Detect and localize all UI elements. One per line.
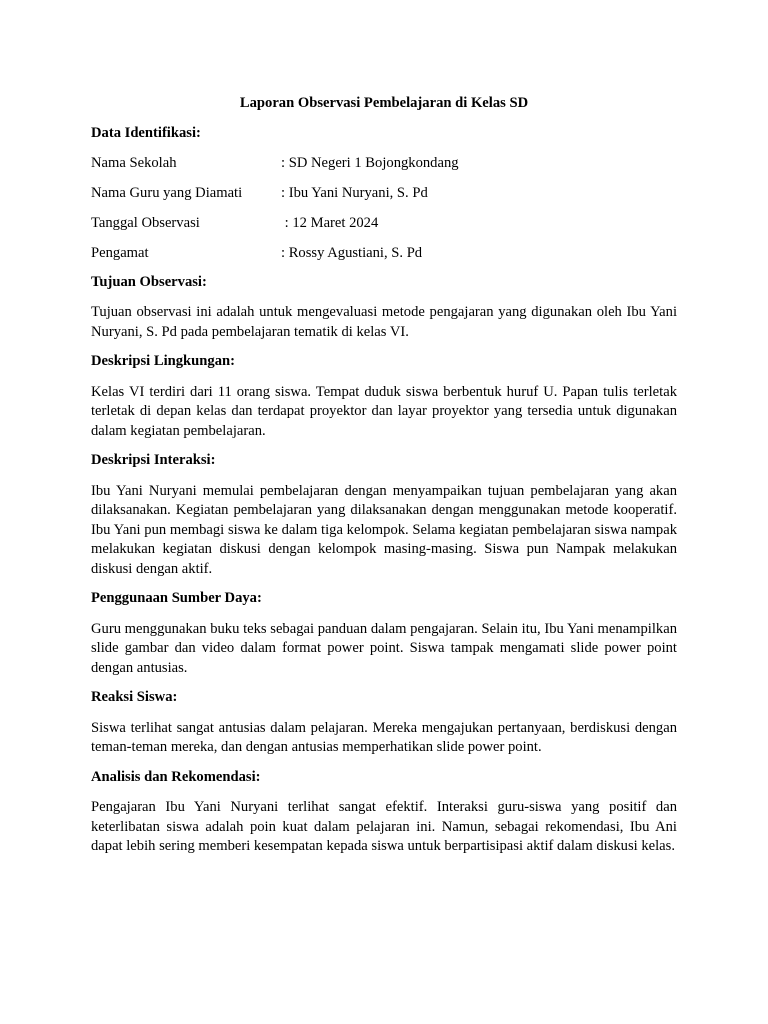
identification-value: : Ibu Yani Nuryani, S. Pd [281,184,428,201]
identification-heading: Data Identifikasi: [91,125,201,141]
section-text-analisis: Pengajaran Ibu Yani Nuryani terlihat sangat efektif. Interaksi guru-siswa yang positif dan keterlibatan siswa adalah poin kuat dalam pelajaran ini. Namun, sebagai rekomendasi, Ibu Ani dapat lebih sering memberi kesempatan kepada siswa untuk berpartisipasi aktif dalam diskusi kelas. [91,799,677,854]
section-text-lingkungan: Kelas VI terdiri dari 11 orang siswa. Tempat duduk siswa berbentuk huruf U. Papan tulis terletak terletak di depan kelas dan terdapat proyektor dan layar proyektor yang tersedia untuk digunakan dalam kegiatan pembelajaran. [91,383,677,439]
identification-value: : 12 Maret 2024 [281,214,379,231]
section-text-reaksi: Siswa terlihat sangat antusias dalam pelajaran. Mereka mengajukan pertanyaan, berdiskusi dengan teman-teman mereka, dan dengan antusias memperhatikan slide power point. [91,719,677,755]
identification-label: Nama Guru yang Diamati [91,184,243,201]
section-text-sumber-daya: Guru menggunakan buku teks sebagai panduan dalam pengajaran. Selain itu, Ibu Yani menampilkan slide gambar dan video dalam format power point. Siswa tampak mengamati slide power point dengan antusias. [91,620,677,676]
section-text-interaksi: Ibu Yani Nuryani memulai pembelajaran dengan menyampaikan tujuan pembelajaran yang akan dilaksanakan. Kegiatan pembelajaran yang dilaksanakan dengan menggunakan metode kooperatif. Ibu Yani pun membagi siswa ke dalam tiga kelompok. Selama kegiatan pembelajaran siswa nampak melakukan kegiatan diskusi dengan kelompok masing-masing. Siswa pun Nampak melakukan diskusi dengan aktif. [91,482,677,577]
identification-row-teacher [91,184,677,204]
identification-label: Pengamat [91,244,149,261]
section-text-tujuan: Tujuan observasi ini adalah untuk mengevaluasi metode pengajaran yang digunakan oleh Ibu Yani Nuryani, S. Pd pada pembelajaran tematik di kelas VI. [91,304,677,340]
document-page [91,94,677,857]
document-title: Laporan Observasi Pembelajaran di Kelas SD [239,95,529,111]
section-heading-sumber-daya: Penggunaan Sumber Daya: [91,590,262,606]
identification-value: : SD Negeri 1 Bojongkondang [281,154,459,171]
identification-row-school [91,154,677,174]
section-heading-interaksi: Deskripsi Interaksi: [91,452,216,468]
identification-label: Tanggal Observasi [91,214,200,231]
section-heading-reaksi: Reaksi Siswa: [91,689,178,705]
identification-row-date [91,214,677,234]
section-heading-tujuan: Tujuan Observasi: [91,273,207,290]
identification-row-observer [91,244,677,264]
identification-label: Nama Sekolah [91,154,177,171]
identification-value: : Rossy Agustiani, S. Pd [281,244,423,261]
section-heading-analisis: Analisis dan Rekomendasi: [91,768,261,785]
section-heading-lingkungan: Deskripsi Lingkungan: [91,353,235,369]
